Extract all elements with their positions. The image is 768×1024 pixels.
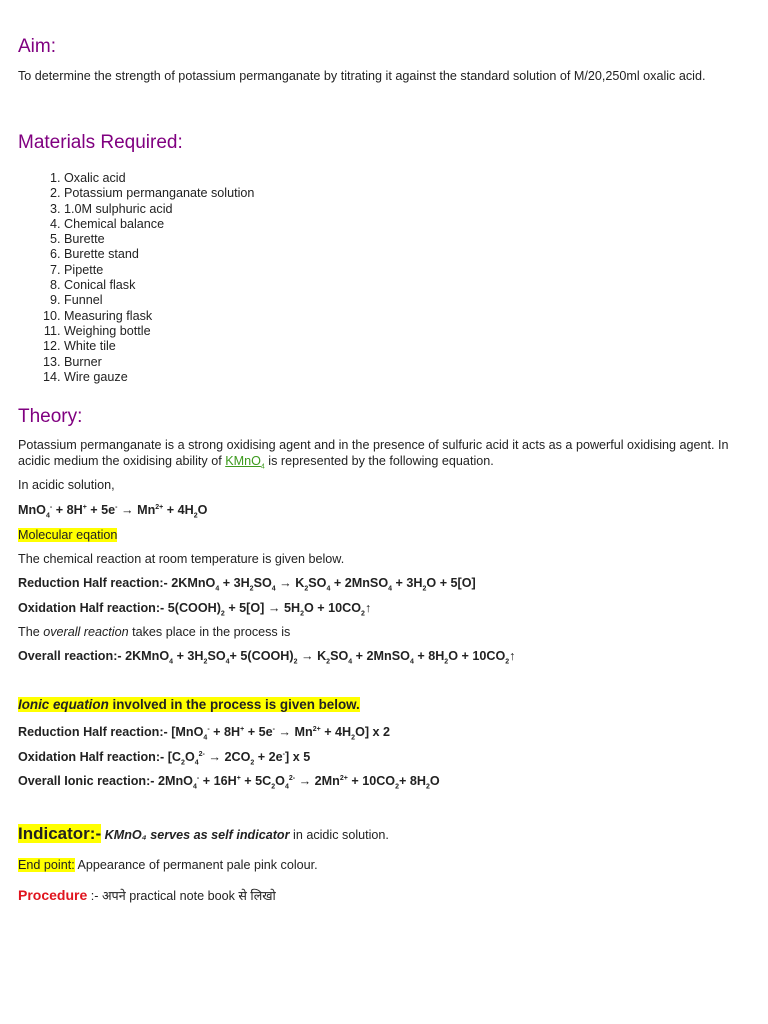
endpoint-label: End point: [18,858,75,872]
list-item: 2. Potassium permanganate solution [64,186,254,201]
list-item: 7. Pipette [64,263,254,278]
list-item: 4. Chemical balance [64,217,254,232]
kmno4-link[interactable]: KMnO$_4$ [225,454,265,471]
ionic-reduction-half: Reduction Half reaction:- $[MnO_4^- + 8H^+ + 5e^- \to Mn^{2+} + 4H_2O]$ x 2 [18,725,391,742]
indicator-label: Indicator:- [18,824,102,843]
list-item: 9. Funnel [64,293,254,308]
list-item: 5. Burette [64,232,254,247]
aim-text: To determine the strength of potassium permanganate by titrating it against the standard solution of M/20,250ml oxalic acid. [18,69,706,83]
theory-intro: Potassium permanganate is a strong oxidising agent and in the presence of sulfuric acid it acts as a powerful oxidising agent. In acidic medium the oxidising ability of KMnO$_4$ is represented by the following equation. [18,438,729,471]
acidic-solution-text: In acidic solution, [18,478,115,492]
list-item: 12. White tile [64,339,254,354]
list-item: 8. Conical flask [64,278,254,293]
aim-heading: Aim: [18,36,56,57]
list-item: 1. Oxalic acid [64,171,254,186]
list-item: 11. Weighing bottle [64,324,254,339]
acidic-equation: $MnO_4^- + 8H^+ + 5e^- \to Mn^{2+} + 4H_2O$ [18,503,208,520]
materials-list [18,171,254,385]
list-item: 3. 1.0M sulphuric acid [64,202,254,217]
theory-heading: Theory: [18,406,83,427]
materials-heading: Materials Required: [18,132,183,153]
ionic-oxidation-half: Oxidation Half reaction:- $[C_2O_4^{2-} \to 2CO_2 + 2e^-]$ x 5 [18,750,311,767]
endpoint-line: End point: Appearance of permanent pale pink colour. [18,858,318,872]
ionic-equation-heading: Ionic equation involved in the process is given below. [18,697,360,712]
oxidation-half-reaction: Oxidation Half reaction:- $5(COOH)_2 + 5[O] \to 5H_2O$ + $10CO_2↑$ [18,601,372,618]
molecular-equation-label: Molecular eqation [18,528,118,542]
list-item: 14. Wire gauze [64,370,254,385]
reduction-half-reaction: Reduction Half reaction:- 2KMnO$_4$ + $3H_2SO_4 \to K_2SO_4$ + 2MnSO$_4$ + $3H_2O + 5[O]$ [18,576,476,593]
list-item: 13. Burner [64,355,254,370]
overall-reaction: Overall reaction:- 2KMnO$_4$ + $3H_2SO_4+$ $5(COOH)_2 \to K_2SO_4$ + 2MnSO$_4$ + $8H_2O$ + $10CO_2↑$ [18,649,516,666]
procedure-label: Procedure [18,887,88,903]
list-item: 6. Burette stand [64,247,254,262]
procedure-line: Procedure :- अपने practical note book से लिखो [18,887,276,903]
overall-ionic-reaction: Overall Ionic reaction:- $2MnO_4^- + 16H^+ + 5C_2O_4^{2-} \to 2Mn^{2+} + 10CO_2+ 8H_2O$ [18,774,440,791]
room-temp-text: The chemical reaction at room temperature is given below. [18,552,345,566]
indicator-line: Indicator:- KMnO₄ serves as self indicator in acidic solution. [18,824,389,843]
overall-intro: The overall reaction takes place in the process is [18,625,291,639]
list-item: 10. Measuring flask [64,309,254,324]
